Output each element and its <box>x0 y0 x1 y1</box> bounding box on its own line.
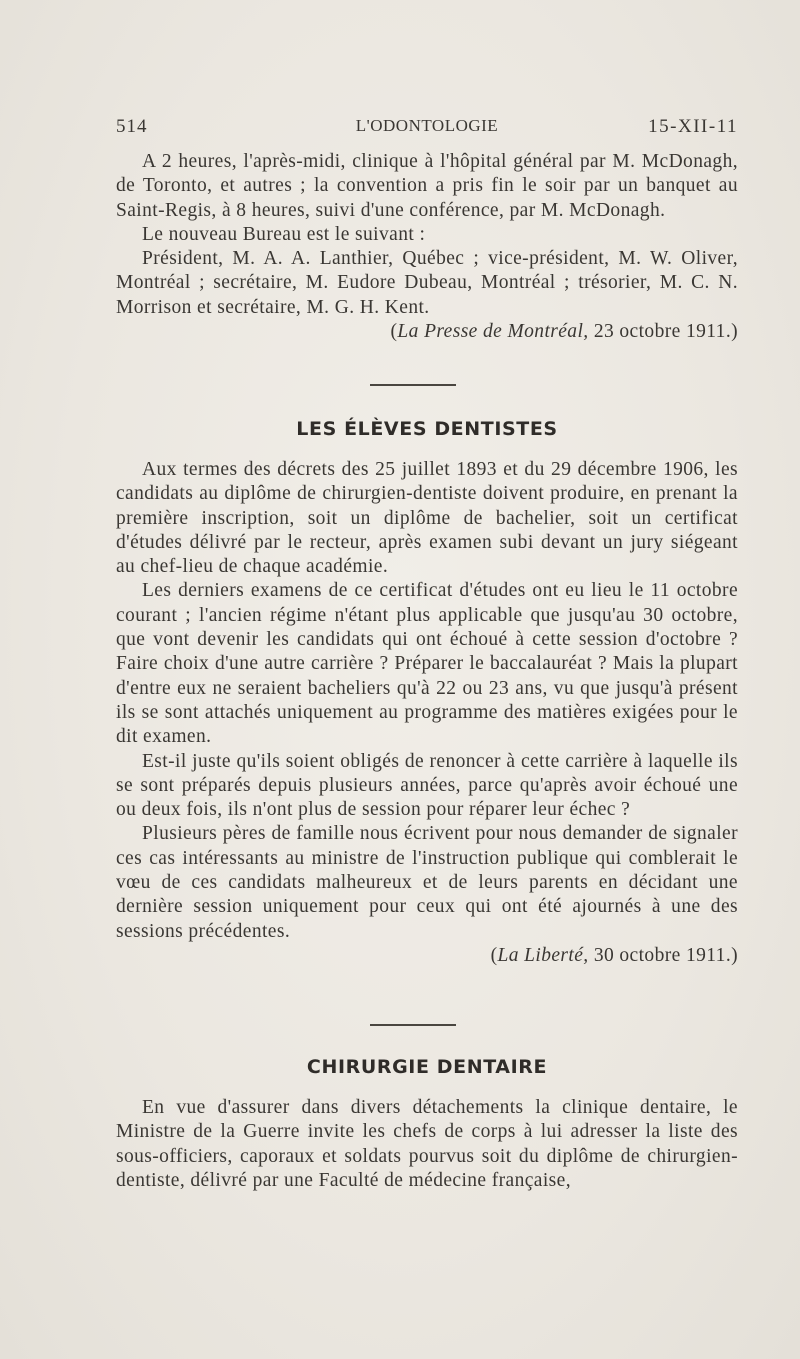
eleves-paragraph-4: Plusieurs pères de famille nous écrivent pour nous demander de signaler ces cas intéressants au ministre de l'instruction publique qui comblerait le vœu de ces candidats malheureux et de leurs parents en décidant une dernière session uniquement pour ceux qui ont été ajournés à une des sessions précédentes. <box>116 823 738 942</box>
page-number: 514 <box>116 116 148 137</box>
chirurgie-article <box>116 1096 738 1193</box>
running-header <box>116 116 738 144</box>
eleves-paragraph-3: Est-il juste qu'ils soient obligés de renoncer à cette carrière à laquelle ils se sont préparés depuis plusieurs années, parce qu'après avoir échoué une ou deux fois, ils n'ont plus de session pour réparer leur échec ? <box>116 750 738 821</box>
eleves-source-title: La Liberté, <box>497 944 589 966</box>
intro-source-date: 23 octobre 1911.) <box>593 321 738 343</box>
intro-article <box>116 150 738 344</box>
heading-chirurgie-dentaire: CHIRURGIE DENTAIRE <box>306 1056 548 1078</box>
eleves-paragraph-1: Aux termes des décrets des 25 juillet 1893 et du 29 décembre 1906, les candidats au diplôme de chirurgien-dentiste doivent produire, en prenant la première inscription, soit un diplôme de bachelier, soit un certificat d'études délivré par le recteur, après examen subi devant un jury siégeant au chef-lieu de chaque académie. <box>116 459 738 578</box>
intro-paragraph-2: Le nouveau Bureau est le suivant : <box>142 223 426 245</box>
eleves-article <box>116 458 738 968</box>
eleves-source <box>116 944 738 968</box>
issue-date: 15-XII-11 <box>648 116 738 137</box>
eleves-source-open: ( <box>490 944 498 966</box>
journal-title: L'ODONTOLOGIE <box>355 116 499 135</box>
section-divider-1 <box>370 384 456 386</box>
intro-source <box>116 320 738 344</box>
intro-paragraph-1: A 2 heures, l'après-midi, clinique à l'hôpital général par M. McDonagh, de Toronto, et autres ; la convention a pris fin le soir par un banquet au Saint-Regis, à 8 heures, suivi d'une conférence, par M. McDonagh. <box>116 151 738 221</box>
intro-source-open: ( <box>390 321 398 343</box>
heading-eleves-dentistes: LES ÉLÈVES DENTISTES <box>296 418 558 440</box>
intro-paragraph-3: Président, M. A. A. Lanthier, Québec ; vice-président, M. W. Oliver, Montréal ; secrétaire, M. Eudore Dubeau, Montréal ; trésorier, M. C. N. Morrison et secrétaire, M. G. H. Kent. <box>116 248 738 318</box>
eleves-paragraph-2: Les derniers examens de ce certificat d'études ont eu lieu le 11 octobre courant ; l'ancien régime n'étant plus applicable que jusqu'au 30 octobre, que vont devenir les candidats qui ont échoué à cette session d'octobre ? Faire choix d'une autre carrière ? Préparer le baccalauréat ? Mais la plupart d'entre eux ne seraient bacheliers qu'à 22 ou 23 ans, vu que jusqu'à présent ils se sont attachés uniquement au programme des matières exigées pour le dit examen. <box>116 580 738 748</box>
section-divider-2 <box>370 1024 456 1026</box>
intro-source-title: La Presse de Montréal, <box>397 321 589 343</box>
eleves-source-date: 30 octobre 1911.) <box>593 944 738 966</box>
chirurgie-paragraph-1: En vue d'assurer dans divers détachements la clinique dentaire, le Ministre de la Guerre invite les chefs de corps à lui adresser la liste des sous-officiers, caporaux et soldats pourvus soit du diplôme de chirurgien-dentiste, délivré par une Faculté de médecine française, <box>116 1097 738 1191</box>
